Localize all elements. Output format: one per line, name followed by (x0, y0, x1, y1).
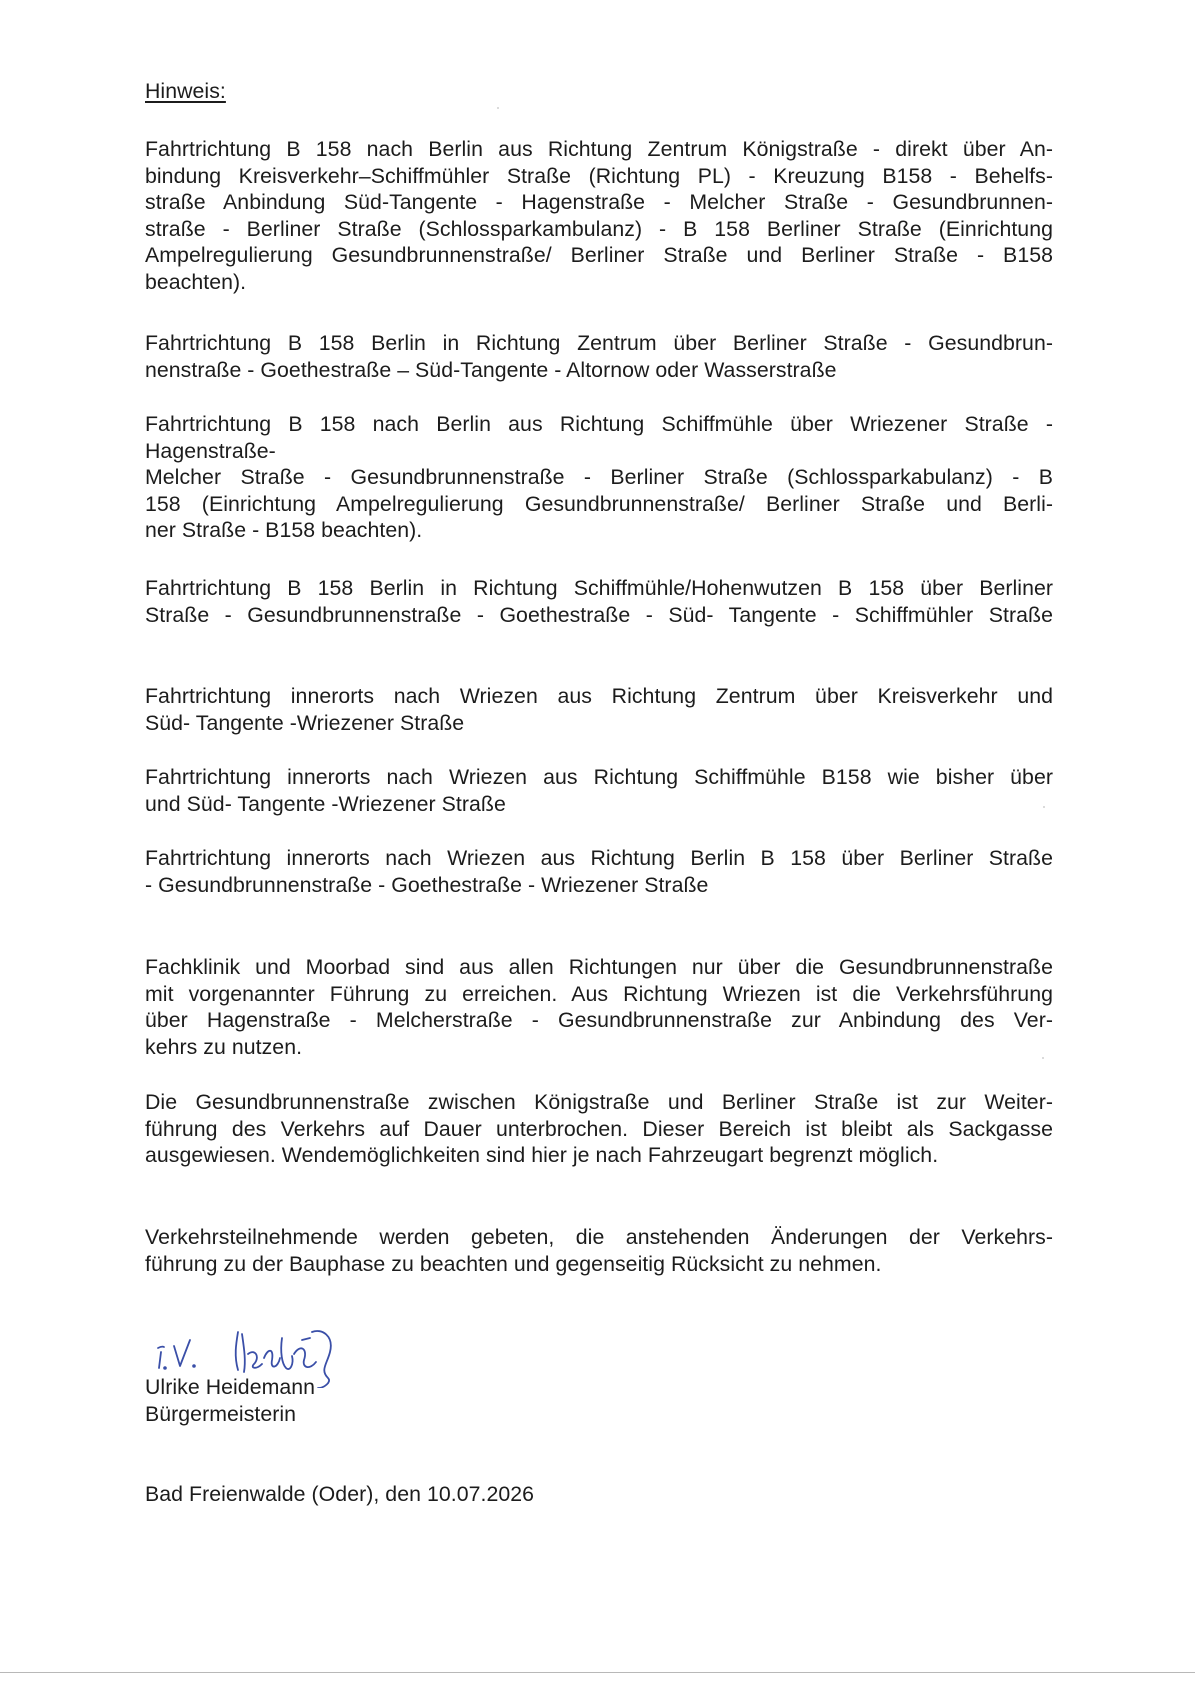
text-line: bindung Kreisverkehr–Schiffmühler Straße (Richtung PL) - Kreuzung B158 - Behelfs- (145, 163, 1053, 188)
text-line: Verkehrsteilnehmende werden gebeten, die anstehenden Änderungen der Verkehrs- (145, 1225, 1053, 1249)
text-line: und Süd- Tangente -Wriezener Straße (145, 791, 506, 816)
signatory-name: Ulrike Heidemann (145, 1375, 316, 1399)
place-date-block (145, 1481, 1053, 1508)
paragraph-closing-request (145, 1224, 1053, 1277)
scan-speck (1042, 1057, 1044, 1059)
text-line: Fahrtrichtung innerorts nach Wriezen aus Richtung Zentrum über Kreisverkehr und (145, 684, 1053, 708)
scan-speck (1043, 806, 1045, 808)
text-line: Fahrtrichtung B 158 nach Berlin aus Richtung Schiffmühle über Wriezener Straße - (145, 412, 1053, 436)
scan-speck (497, 107, 499, 109)
place-and-date: Bad Freienwalde (Oder), den 10.07.2026 (145, 1482, 535, 1506)
paragraph-route-1 (145, 136, 1053, 295)
text-line: straße Anbindung Süd-Tangente - Hagenstraße - Melcher Straße - Gesundbrunnen- (145, 190, 1053, 214)
text-line: Die Gesundbrunnenstraße zwischen Königstraße und Berliner Straße ist zur Weiter- (145, 1090, 1053, 1114)
text-line: 158 (Einrichtung Ampelregulierung Gesundbrunnenstraße/ Berliner Straße und Berli- (145, 491, 1053, 516)
text-line: ner Straße - B158 beachten). (145, 518, 423, 542)
page-heading: Hinweis: (145, 79, 226, 103)
signatory-title: Bürgermeisterin (145, 1401, 297, 1426)
text-line: mit vorgenannter Führung zu erreichen. Aus Richtung Wriezen ist die Verkehrsführung (145, 981, 1053, 1006)
paragraph-route-5 (145, 683, 1053, 736)
text-line: beachten). (145, 269, 247, 294)
text-line: Fahrtrichtung B 158 nach Berlin aus Richtung Zentrum Königstraße - direkt über An- (145, 137, 1053, 161)
text-line: straße - Berliner Straße (Schlossparkambulanz) - B 158 Berliner Straße (Einrichtung (145, 216, 1053, 241)
text-line: kehrs zu nutzen. (145, 1034, 303, 1059)
heading-block (145, 78, 1053, 105)
text-line: - Gesundbrunnenstraße - Goethestraße - Wriezener Straße (145, 872, 709, 897)
text-line: Ampelregulierung Gesundbrunnenstraße/ Berliner Straße und Berliner Straße - B158 (145, 243, 1053, 267)
text-line: Hagenstraße- (145, 438, 276, 463)
text-line: über Hagenstraße - Melcherstraße - Gesundbrunnenstraße zur Anbindung des Ver- (145, 1008, 1053, 1032)
text-line: Fahrtrichtung B 158 Berlin in Richtung Zentrum über Berliner Straße - Gesundbrun- (145, 331, 1053, 355)
paragraph-route-4 (145, 575, 1053, 628)
page-bottom-edge (0, 1672, 1195, 1673)
paragraph-route-6 (145, 764, 1053, 817)
text-line: Süd- Tangente -Wriezener Straße (145, 710, 465, 735)
paragraph-route-2 (145, 330, 1053, 383)
text-line: Fahrtrichtung innerorts nach Wriezen aus Richtung Schiffmühle B158 wie bisher über (145, 765, 1053, 789)
text-line: Fahrtrichtung B 158 Berlin in Richtung Schiffmühle/Hohenwutzen B 158 über Berliner (145, 576, 1053, 600)
paragraph-access-info (145, 954, 1053, 1060)
text-line: Fahrtrichtung innerorts nach Wriezen aus Richtung Berlin B 158 über Berliner Straße (145, 846, 1053, 870)
paragraph-closure-info (145, 1089, 1053, 1169)
text-line: führung des Verkehrs auf Dauer unterbrochen. Dieser Bereich ist bleibt als Sackgasse (145, 1116, 1053, 1141)
signature-block (145, 1374, 1053, 1427)
text-line: Melcher Straße - Gesundbrunnenstraße - Berliner Straße (Schlossparkabulanz) - B (145, 465, 1053, 489)
text-line: Straße - Gesundbrunnenstraße - Goethestraße - Süd- Tangente - Schiffmühler Straße (145, 602, 1053, 627)
text-line: ausgewiesen. Wendemöglichkeiten sind hier je nach Fahrzeugart begrenzt möglich. (145, 1143, 939, 1167)
text-line: nenstraße - Goethestraße – Süd-Tangente - Altornow oder Wasserstraße (145, 357, 837, 382)
paragraph-route-7 (145, 845, 1053, 898)
text-line: Fachklinik und Moorbad sind aus allen Richtungen nur über die Gesundbrunnenstraße (145, 955, 1053, 979)
paragraph-route-3 (145, 411, 1053, 544)
text-line: führung zu der Bauphase zu beachten und gegenseitig Rücksicht zu nehmen. (145, 1251, 882, 1276)
